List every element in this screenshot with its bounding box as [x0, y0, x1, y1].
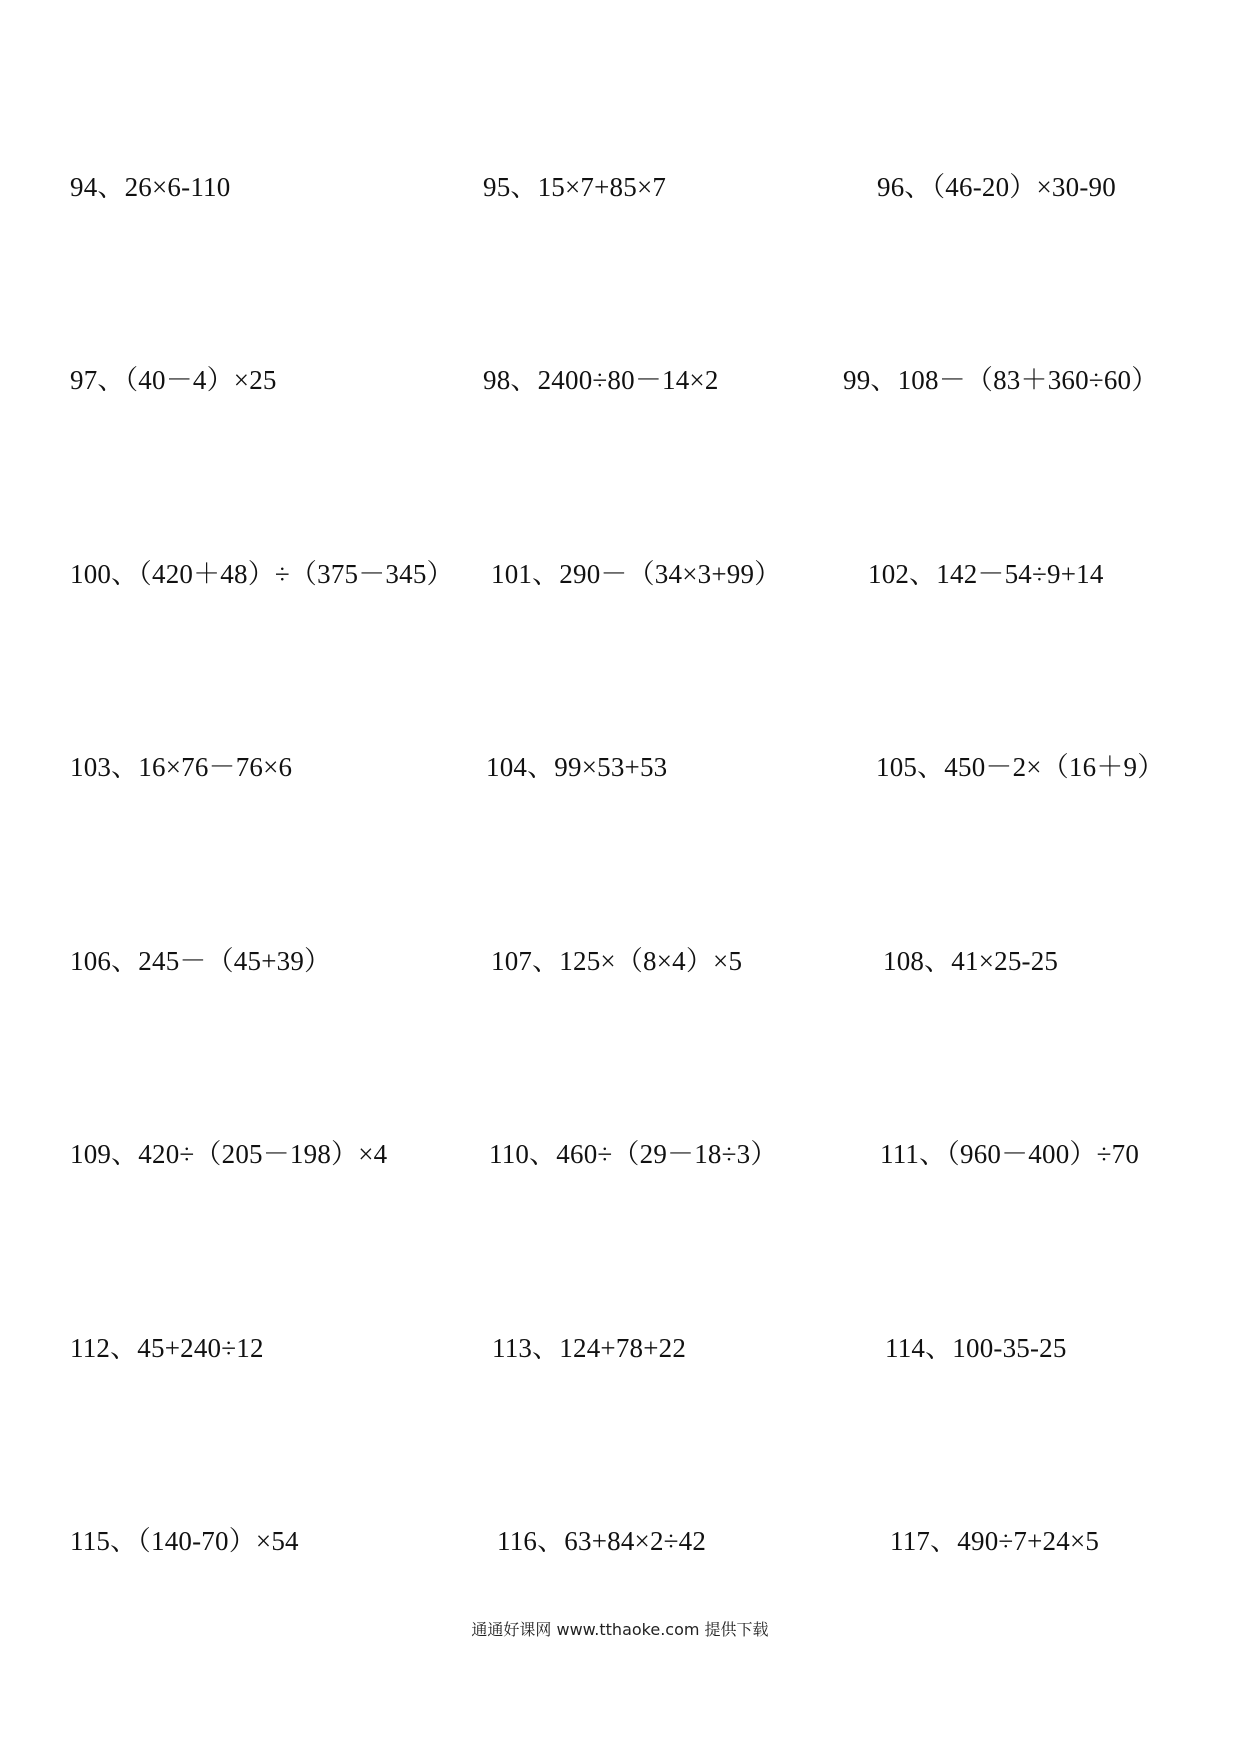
problem-94: 94、26×6-110: [70, 172, 231, 202]
problem-116: 116、63+84×2÷42: [497, 1526, 707, 1556]
problem-96: 96、（46-20）×30-90: [877, 172, 1116, 202]
problem-112: 112、45+240÷12: [70, 1333, 264, 1363]
problem-100: 100、（420＋48）÷（375－345）: [70, 559, 454, 589]
problem-117: 117、490÷7+24×5: [890, 1526, 1100, 1556]
problem-113: 113、124+78+22: [492, 1333, 687, 1363]
problem-108: 108、41×25-25: [883, 946, 1059, 976]
problem-107: 107、125×（8×4）×5: [491, 946, 743, 976]
problem-102: 102、142－54÷9+14: [868, 559, 1104, 589]
problem-98: 98、2400÷80－14×2: [483, 365, 719, 395]
problem-95: 95、15×7+85×7: [483, 172, 667, 202]
problem-104: 104、99×53+53: [486, 752, 668, 782]
problem-97: 97、（40－4）×25: [70, 365, 277, 395]
problem-109: 109、420÷（205－198）×4: [70, 1139, 388, 1169]
footer-download-note: 通通好课网 www.tthaoke.com 提供下载: [471, 1620, 769, 1639]
problem-114: 114、100-35-25: [885, 1333, 1067, 1363]
problem-106: 106、245－（45+39）: [70, 946, 332, 976]
problem-111: 111、（960－400）÷70: [880, 1139, 1140, 1169]
problem-101: 101、290－（34×3+99）: [491, 559, 782, 589]
problem-115: 115、（140-70）×54: [70, 1526, 299, 1556]
problem-105: 105、450－2×（16＋9）: [876, 752, 1165, 782]
problem-110: 110、460÷（29－18÷3）: [489, 1139, 778, 1169]
problem-103: 103、16×76－76×6: [70, 752, 293, 782]
problem-99: 99、108－（83＋360÷60）: [843, 365, 1159, 395]
